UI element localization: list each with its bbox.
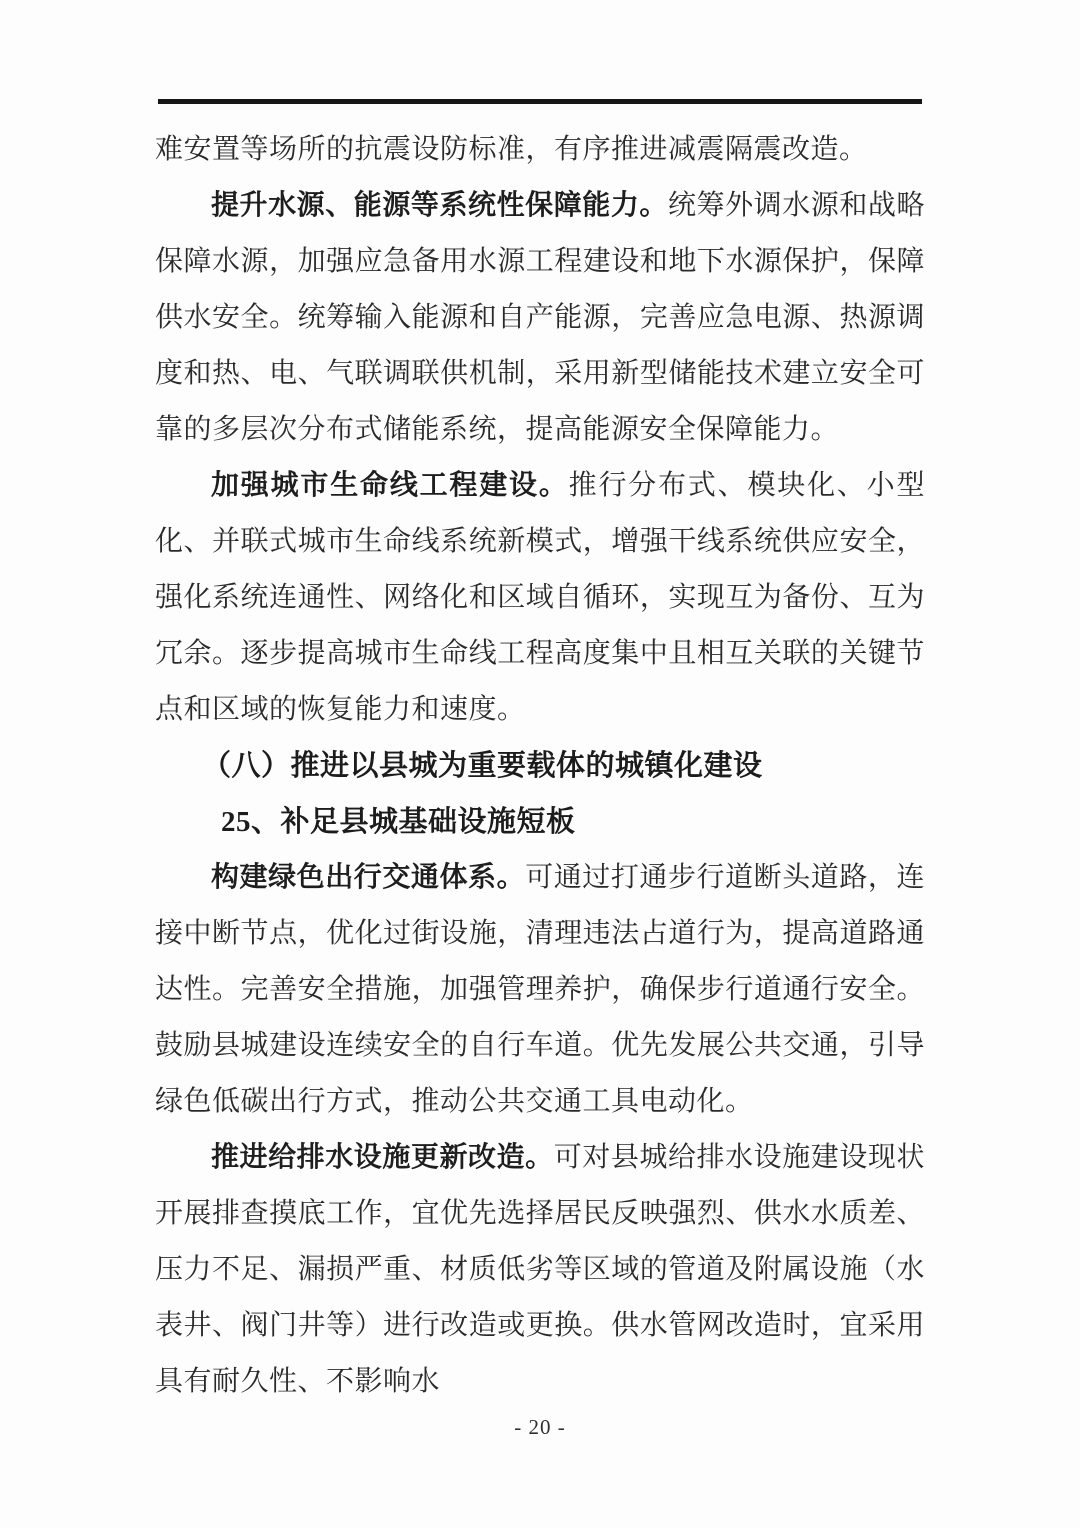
paragraph-text: 可对县城给排水设施建设现状开展排查摸底工作，宜优先选择居民反映强烈、供水水质差、压力不足、漏损严重、材质低劣等区域的管道及附属设施（水表井、阀门井等）进行改造或更换。供水管网改造时，宜采用具有耐久性、不影响水 bbox=[155, 1142, 925, 1397]
paragraph-text: 推行分布式、模块化、小型化、并联式城市生命线系统新模式，增强干线系统供应安全，强化系统连通性、网络化和区域自循环，实现互为备份、互为冗余。逐步提高城市生命线工程高度集中且相互关联的关键节点和区域的恢复能力和速度。 bbox=[155, 470, 925, 725]
page-number: - 20 - bbox=[514, 1415, 566, 1439]
paragraph-lead: 加强城市生命线工程建设。 bbox=[211, 470, 569, 501]
paragraph-text: 难安置等场所的抗震设防标准，有序推进减震隔震改造。 bbox=[155, 134, 868, 165]
document-body bbox=[155, 122, 925, 1410]
paragraph bbox=[155, 1130, 925, 1410]
paragraph-text: 可通过打通步行道断头道路，连接中断节点，优化过街设施，清理违法占道行为，提高道路通达性。完善安全措施，加强管理养护，确保步行道通行安全。鼓励县城建设连续安全的自行车道。优先发展公共交通，引导绿色低碳出行方式，推动公共交通工具电动化。 bbox=[155, 862, 925, 1117]
paragraph bbox=[155, 850, 925, 1130]
section-heading: （八）推进以县城为重要载体的城镇化建设 bbox=[202, 750, 763, 782]
paragraph-lead: 推进给排水设施更新改造。 bbox=[211, 1142, 554, 1173]
header-rule bbox=[158, 99, 922, 104]
paragraph-lead: 构建绿色出行交通体系。 bbox=[211, 862, 526, 893]
paragraph bbox=[155, 178, 925, 458]
paragraph-text: 统筹外调水源和战略保障水源，加强应急备用水源工程建设和地下水源保护，保障供水安全。统筹输入能源和自产能源，完善应急电源、热源调度和热、电、气联调联供机制，采用新型储能技术建立安全可靠的多层次分布式储能系统，提高能源安全保障能力。 bbox=[155, 190, 925, 445]
paragraph-lead: 提升水源、能源等系统性保障能力。 bbox=[211, 190, 668, 221]
paragraph bbox=[155, 458, 925, 738]
paragraph bbox=[155, 122, 925, 178]
subsection-heading: 25、补足县城基础设施短板 bbox=[221, 806, 576, 838]
